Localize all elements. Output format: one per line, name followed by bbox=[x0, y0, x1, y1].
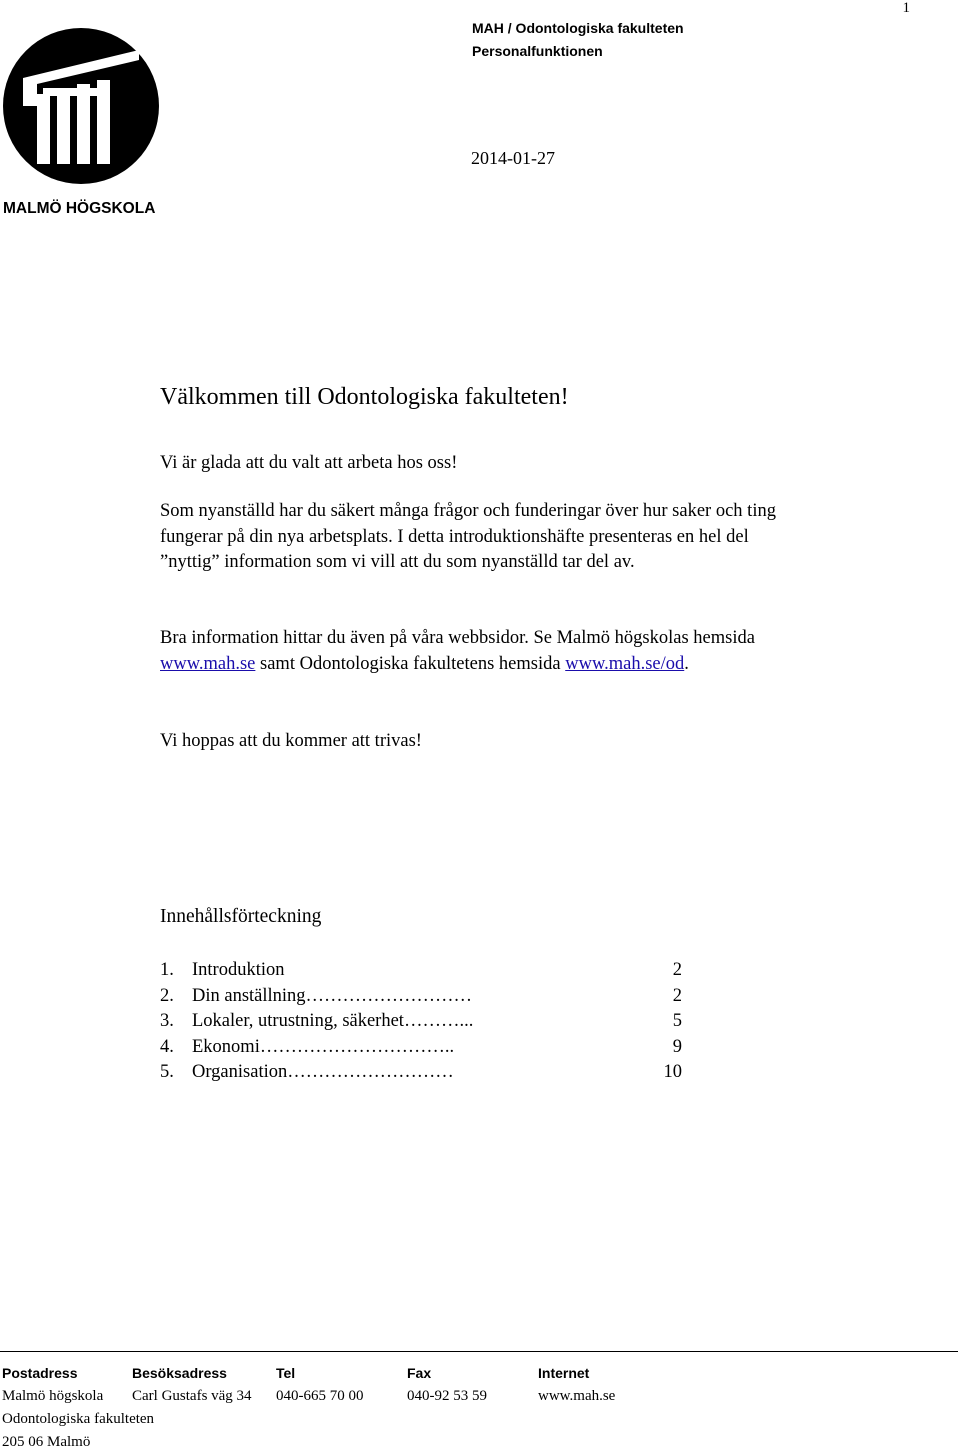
toc-item-page: 2 bbox=[672, 960, 682, 980]
toc-item bbox=[160, 984, 700, 1010]
footer-internet bbox=[538, 1362, 615, 1408]
closing-sentence: Vi hoppas att du kommer att trivas! bbox=[160, 731, 422, 751]
footer-value: 205 06 Malmö bbox=[2, 1434, 91, 1450]
web-info-text-start: Bra information hittar du även på våra webbsidor. Se Malmö högskolas hemsida bbox=[160, 628, 755, 648]
toc-item-number: 2. bbox=[160, 985, 174, 1006]
toc-item bbox=[160, 1009, 700, 1035]
intro-paragraph: Som nyanställd har du säkert många frågor och funderingar över hur saker och ting fungerar på din nya arbetsplats. I detta introduktionshäfte presenteras en hel del ”nyttig” information som vi vill att du som nyanställd tar del av. bbox=[160, 501, 776, 572]
toc-item bbox=[160, 1060, 700, 1086]
footer-heading: Tel bbox=[276, 1365, 296, 1381]
toc-item-page: 2 bbox=[672, 985, 682, 1006]
logo-wordmark: MALMÖ HÖGSKOLA bbox=[3, 200, 156, 214]
web-info-paragraph bbox=[160, 626, 800, 677]
od-website-link[interactable]: www.mah.se/od bbox=[565, 653, 685, 674]
malmo-hogskola-logo bbox=[3, 28, 159, 214]
footer-visiting-address bbox=[132, 1362, 252, 1408]
toc-item-number: 5. bbox=[160, 1062, 174, 1082]
footer-value: Odontologiska fakulteten bbox=[2, 1411, 155, 1427]
footer-divider bbox=[0, 1351, 958, 1352]
toc-item bbox=[160, 1035, 700, 1061]
mah-website-link[interactable]: www.mah.se bbox=[160, 653, 256, 674]
table-of-contents bbox=[160, 958, 700, 1086]
footer-value: Malmö högskola bbox=[2, 1388, 104, 1404]
toc-item-label: Introduktion bbox=[192, 960, 285, 980]
intro-sentence: Vi är glada att du valt att arbeta hos oss! bbox=[160, 453, 458, 473]
toc-item-page: 9 bbox=[672, 1036, 682, 1057]
footer-heading: Fax bbox=[407, 1365, 432, 1381]
toc-item-page: 10 bbox=[663, 1062, 682, 1082]
toc-item bbox=[160, 958, 700, 984]
toc-item-label: Lokaler, utrustning, säkerhet………... bbox=[192, 1011, 474, 1031]
web-info-text-end: . bbox=[684, 653, 689, 674]
document-date: 2014-01-27 bbox=[471, 148, 555, 168]
web-info-text-middle: samt Odontologiska fakultetens hemsida bbox=[255, 653, 566, 674]
footer-telephone bbox=[276, 1362, 364, 1408]
toc-item-label: Din anställning……………………… bbox=[192, 985, 473, 1006]
footer-fax bbox=[407, 1362, 487, 1408]
toc-title: Innehållsförteckning bbox=[160, 906, 322, 927]
toc-item-label: Organisation……………………… bbox=[192, 1062, 454, 1082]
footer-heading: Postadress bbox=[2, 1365, 78, 1381]
footer-heading: Besöksadress bbox=[132, 1365, 227, 1381]
welcome-heading: Välkommen till Odontologiska fakulteten! bbox=[160, 384, 569, 410]
footer-value: 040-665 70 00 bbox=[276, 1388, 364, 1404]
header-organization: MAH / Odontologiska fakulteten bbox=[472, 20, 684, 36]
toc-item-number: 3. bbox=[160, 1011, 174, 1031]
toc-item-number: 1. bbox=[160, 960, 174, 980]
toc-item-page: 5 bbox=[672, 1011, 682, 1031]
header-department: Personalfunktionen bbox=[472, 43, 603, 59]
footer-value: www.mah.se bbox=[538, 1388, 616, 1404]
toc-item-label: Ekonomi………………………….. bbox=[192, 1036, 455, 1057]
footer-value: 040-92 53 59 bbox=[407, 1388, 487, 1404]
footer-heading: Internet bbox=[538, 1365, 590, 1381]
toc-item-number: 4. bbox=[160, 1036, 174, 1057]
footer-value: Carl Gustafs väg 34 bbox=[132, 1388, 252, 1404]
page-number: 1 bbox=[902, 0, 910, 16]
